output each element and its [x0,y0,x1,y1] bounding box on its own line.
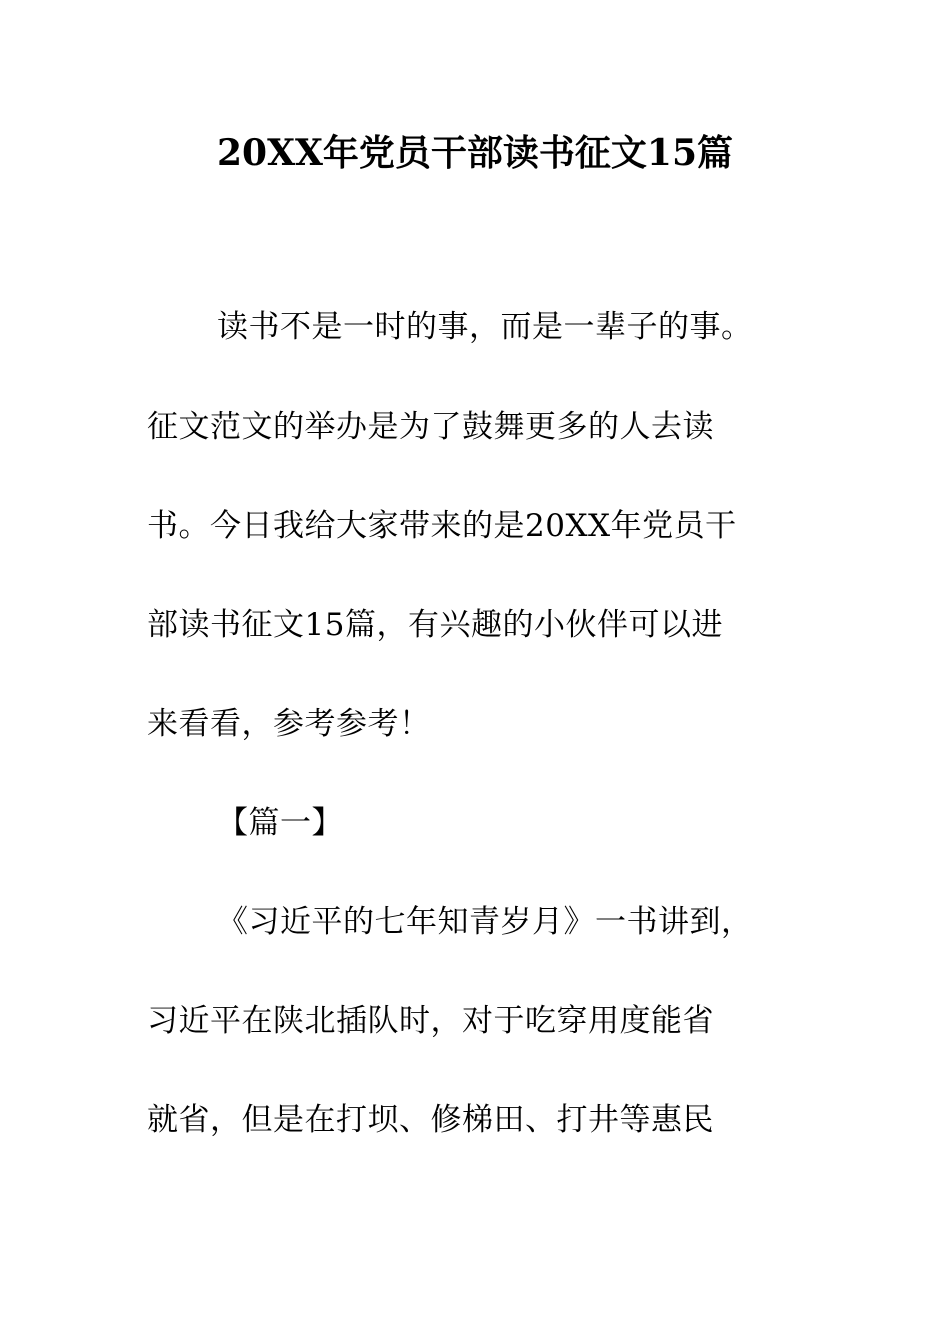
paragraph-line: 书。今日我给大家带来的是20XX年党员干 [147,508,737,544]
paragraph-line: 读书不是一时的事，而是一辈子的事。 [217,309,753,345]
paragraph-line: 就省，但是在打坝、修梯田、打井等惠民 [147,1102,714,1138]
paragraph-line: 征文范文的举办是为了鼓舞更多的人去读 [147,409,714,445]
paragraph-line: 《习近平的七年知青岁月》一书讲到， [217,904,753,940]
section-heading: 【篇一】 [217,805,343,841]
paragraph-line: 来看看，参考参考！ [147,706,431,742]
paragraph-line: 部读书征文15篇，有兴趣的小伙伴可以进 [147,607,723,643]
paragraph-line: 习近平在陕北插队时，对于吃穿用度能省 [147,1003,714,1039]
document-title: 20XX年党员干部读书征文15篇 [216,132,734,174]
